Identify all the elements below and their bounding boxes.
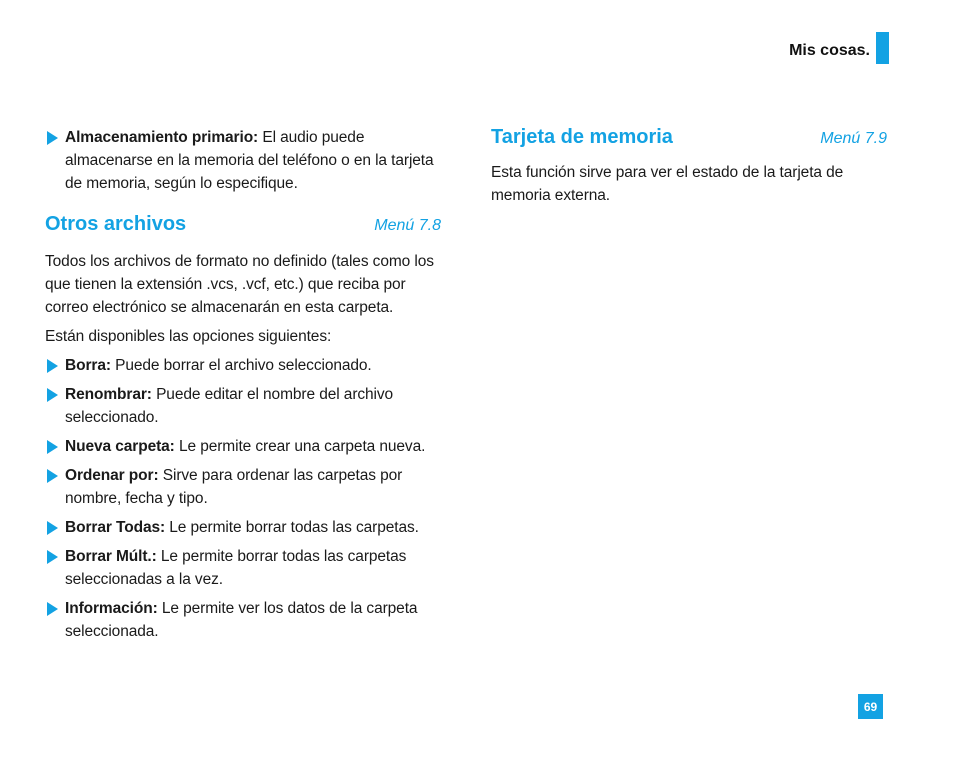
- bullet-item: [45, 126, 441, 195]
- bullet-triangle-icon: [47, 550, 58, 564]
- bullet-triangle-icon: [47, 359, 58, 373]
- option-item: [45, 383, 441, 429]
- option-item: [45, 516, 441, 539]
- option-item: [45, 545, 441, 591]
- option-text: Puede editar el nombre del archivo seleccionado.: [65, 386, 394, 426]
- header-title: Mis cosas.: [789, 42, 870, 59]
- bullet-triangle-icon: [47, 388, 58, 402]
- section-header: [491, 126, 887, 149]
- section-menu-ref: Menú 7.8: [374, 217, 441, 234]
- section-title: Otros archivos: [45, 213, 187, 235]
- section-paragraph: Esta función sirve para ver el estado de la tarjeta de memoria externa.: [491, 164, 844, 204]
- option-item: [45, 464, 441, 510]
- option-text: Le permite ver los datos de la carpeta seleccionada.: [65, 600, 418, 640]
- option-label: Nueva carpeta:: [65, 438, 175, 455]
- section-menu-ref: Menú 7.9: [820, 130, 887, 147]
- option-text: Le permite crear una carpeta nueva.: [174, 438, 426, 455]
- option-item: [45, 435, 441, 458]
- bullet-triangle-icon: [47, 440, 58, 454]
- section-title: Tarjeta de memoria: [491, 126, 673, 148]
- right-column: [491, 126, 887, 213]
- bullet-triangle-icon: [47, 602, 58, 616]
- option-text: Le permite borrar todas las carpetas seleccionadas a la vez.: [65, 548, 407, 588]
- bullet-triangle-icon: [47, 521, 58, 535]
- option-item: [45, 597, 441, 643]
- option-label: Ordenar por:: [65, 467, 159, 484]
- bullet-text: El audio puede almacenarse en la memoria del teléfono o en la tarjeta de memoria, según lo especifique.: [65, 129, 434, 192]
- bullet-triangle-icon: [47, 131, 58, 145]
- options-intro: Están disponibles las opciones siguientes:: [45, 328, 332, 345]
- option-label: Renombrar:: [65, 386, 152, 403]
- option-text: Puede borrar el archivo seleccionado.: [110, 357, 372, 374]
- section-paragraph: Todos los archivos de formato no definido (tales como los que tienen la extensión .vcs, .vcf, etc.) que reciba por correo electrónico se almacenarán en esta carpeta.: [45, 253, 434, 316]
- option-label: Borra:: [65, 357, 111, 374]
- left-column: [45, 126, 441, 649]
- option-label: Borrar Todas:: [65, 519, 166, 536]
- option-item: [45, 354, 441, 377]
- option-text: Le permite borrar todas las carpetas.: [165, 519, 419, 536]
- bullet-triangle-icon: [47, 469, 58, 483]
- option-label: Información:: [65, 600, 158, 617]
- bullet-label: Almacenamiento primario:: [65, 129, 259, 146]
- page-number: 69: [858, 694, 883, 719]
- option-label: Borrar Múlt.:: [65, 548, 157, 565]
- section-header: [45, 213, 441, 236]
- option-text: Sirve para ordenar las carpetas por nombre, fecha y tipo.: [65, 467, 403, 507]
- header-accent-bar: [876, 32, 889, 64]
